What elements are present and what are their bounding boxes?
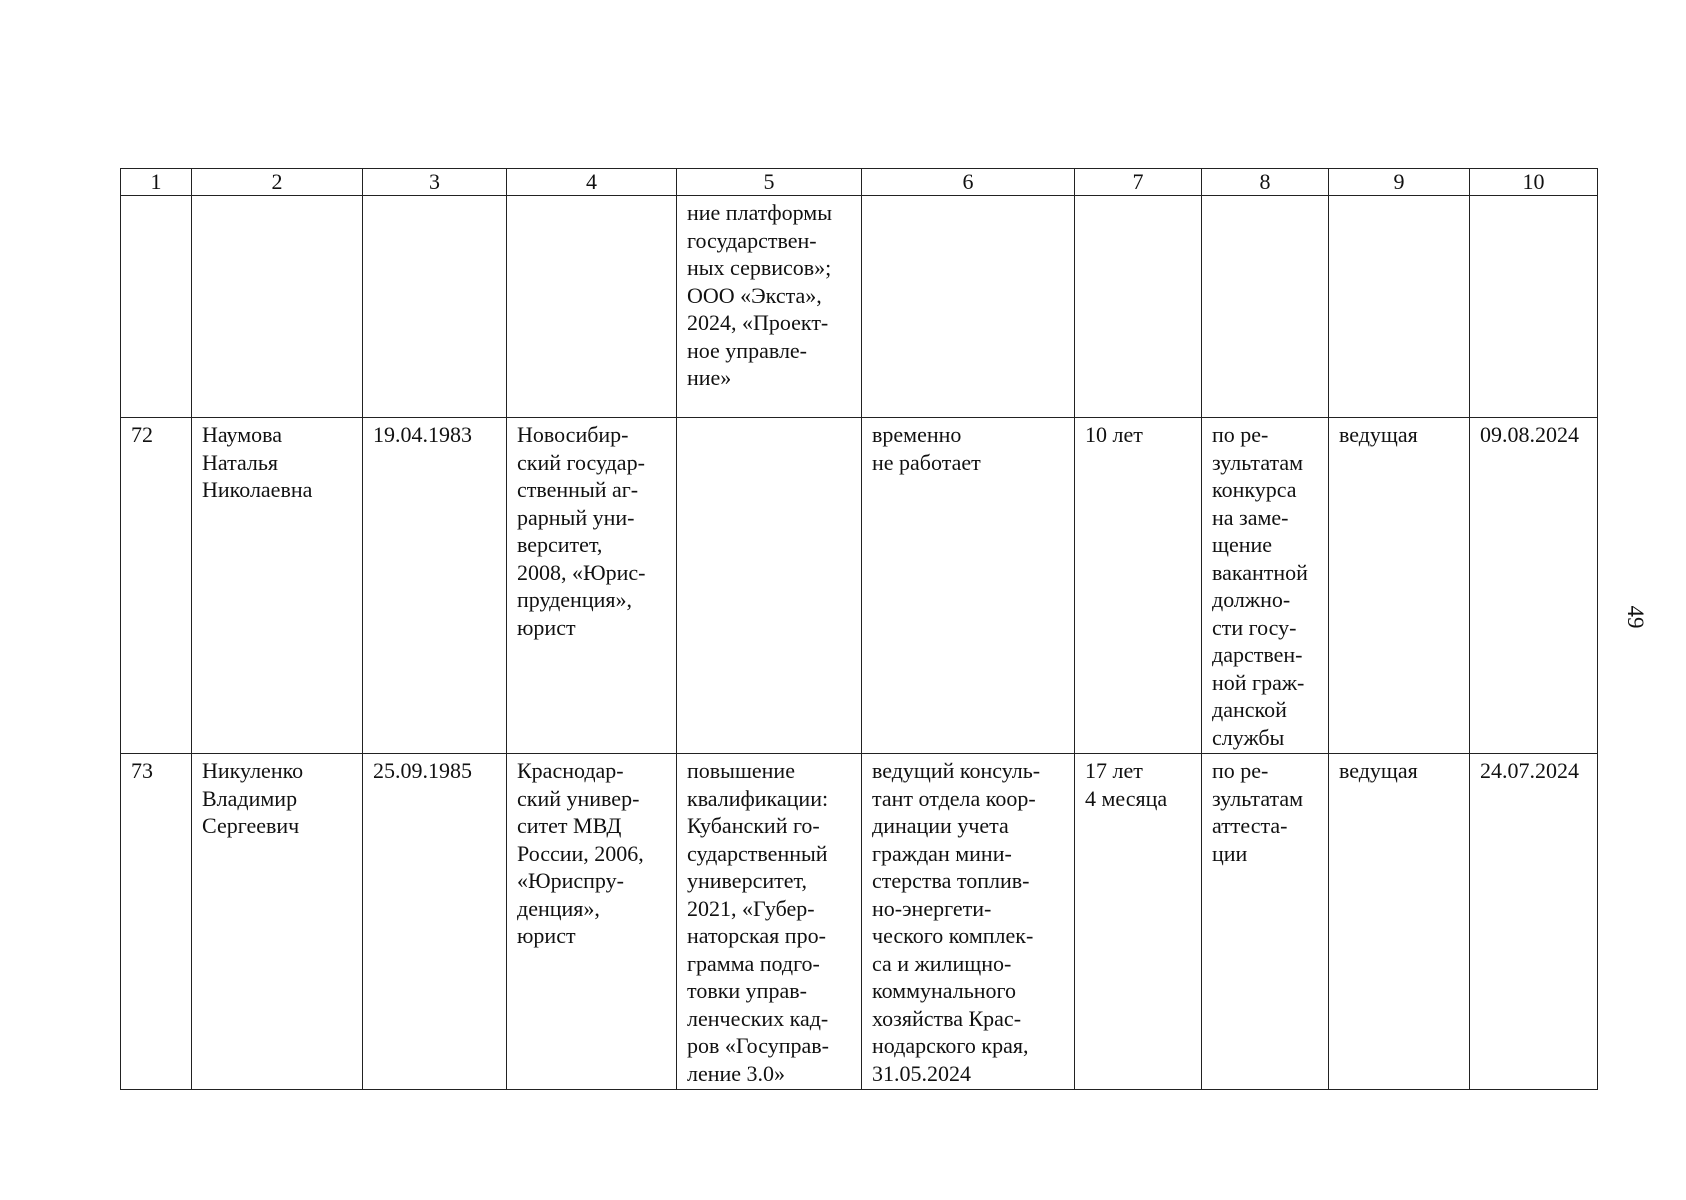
column-header: 1	[121, 169, 192, 196]
column-header: 3	[363, 169, 507, 196]
date-cell: 09.08.2024	[1470, 418, 1598, 754]
education-cell: Новосибир- ский государ- ственный аг- рарный уни- верситет, 2008, «Юрис- пруденция», юрист	[507, 418, 677, 754]
row-number-cell	[121, 196, 192, 418]
row-number-cell: 72	[121, 418, 192, 754]
column-header: 5	[677, 169, 862, 196]
experience-cell	[1075, 196, 1202, 418]
personnel-reserve-table	[120, 168, 1598, 1090]
position-group-cell	[1329, 196, 1470, 418]
position-cell: ведущий консуль- тант отдела коор- динации учета граждан мини- стерства топлив- но-энергети- ческого комплек- са и жилищно- коммунального хозяйства Крас- нодарского края, 31.05.2024	[862, 754, 1075, 1090]
table-row	[121, 418, 1598, 754]
full-name-cell	[192, 196, 363, 418]
education-cell: Краснодар- ский универ- ситет МВД России, 2006, «Юриспру- денция», юрист	[507, 754, 677, 1090]
basis-cell: по ре- зультатам аттеста- ции	[1202, 754, 1329, 1090]
training-cell	[677, 418, 862, 754]
experience-cell: 10 лет	[1075, 418, 1202, 754]
column-header: 9	[1329, 169, 1470, 196]
column-header: 2	[192, 169, 363, 196]
column-header: 4	[507, 169, 677, 196]
full-name-cell: Наумова Наталья Николаевна	[192, 418, 363, 754]
birth-date-cell	[363, 196, 507, 418]
page-number: 49	[1623, 605, 1648, 629]
position-group-cell: ведущая	[1329, 754, 1470, 1090]
column-number-row	[121, 169, 1598, 196]
position-group-cell: ведущая	[1329, 418, 1470, 754]
position-cell	[862, 196, 1075, 418]
training-cell: ние платформы государствен- ных сервисов»; ООО «Экста», 2024, «Проект- ное управле- ние»	[677, 196, 862, 418]
basis-cell	[1202, 196, 1329, 418]
column-header: 6	[862, 169, 1075, 196]
table-row	[121, 754, 1598, 1090]
birth-date-cell: 19.04.1983	[363, 418, 507, 754]
birth-date-cell: 25.09.1985	[363, 754, 507, 1090]
position-cell: временно не работает	[862, 418, 1075, 754]
full-name-cell: Никуленко Владимир Сергеевич	[192, 754, 363, 1090]
column-header: 8	[1202, 169, 1329, 196]
experience-cell: 17 лет 4 месяца	[1075, 754, 1202, 1090]
date-cell	[1470, 196, 1598, 418]
date-cell: 24.07.2024	[1470, 754, 1598, 1090]
table-row-continuation	[121, 196, 1598, 418]
basis-cell: по ре- зультатам конкурса на заме- щение вакантной должно- сти госу- дарствен- ной граж- данской службы	[1202, 418, 1329, 754]
row-number-cell: 73	[121, 754, 192, 1090]
training-cell: повышение квалификации: Кубанский го- сударственный университет, 2021, «Губер- наторская про- грамма подго- товки управ- ленческих кад- ров «Госуправ- ление 3.0»	[677, 754, 862, 1090]
education-cell	[507, 196, 677, 418]
column-header: 10	[1470, 169, 1598, 196]
column-header: 7	[1075, 169, 1202, 196]
